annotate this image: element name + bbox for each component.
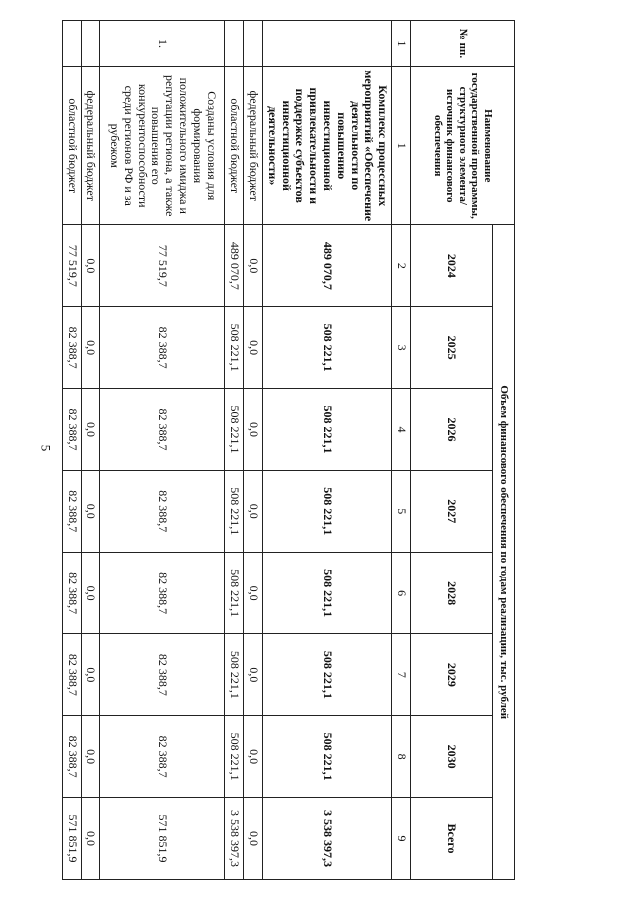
row-name: областной бюджет (62, 67, 81, 225)
row-value: 82 388,7 (62, 389, 81, 471)
row-value: 508 221,1 (263, 634, 392, 716)
row-value: 82 388,7 (100, 716, 225, 798)
row-name: федеральный бюджет (244, 67, 263, 225)
row-value: 0,0 (244, 470, 263, 552)
row-value: 508 221,1 (225, 389, 244, 471)
row-value: 0,0 (81, 225, 100, 307)
rotated-page (65, 20, 515, 880)
row-value: 0,0 (244, 716, 263, 798)
header-group-title: Объем финансового обеспечения по годам реализации, тыс. рублей (493, 225, 515, 880)
header-year: 2027 (411, 470, 493, 552)
row-value: 508 221,1 (225, 634, 244, 716)
table-row (81, 21, 100, 880)
table-row (100, 21, 225, 880)
col-number: 1 (392, 21, 411, 67)
col-number: 6 (392, 552, 411, 634)
header-year: 2024 (411, 225, 493, 307)
row-value: 489 070,7 (263, 225, 392, 307)
col-number: 8 (392, 716, 411, 798)
row-value: 0,0 (81, 716, 100, 798)
row-value: 82 388,7 (62, 716, 81, 798)
header-col-name: Наименование государственной программы, структурного элемента/источник финансового обеспечения (411, 67, 515, 225)
header-col-num: № пп. (411, 21, 515, 67)
table-row (225, 21, 244, 880)
row-value: 508 221,1 (263, 716, 392, 798)
table-row (244, 21, 263, 880)
row-value: 508 221,1 (225, 307, 244, 389)
row-number (62, 21, 81, 67)
row-number (225, 21, 244, 67)
row-value: 0,0 (81, 634, 100, 716)
table-row (62, 21, 81, 880)
col-number: 4 (392, 389, 411, 471)
row-name: Созданы условия для формирования положительного имиджа и репутации региона, а также повышения его конкурентоспособности среди регионов РФ и за рубежом (100, 67, 225, 225)
col-number: 5 (392, 470, 411, 552)
row-number (244, 21, 263, 67)
row-value: 0,0 (244, 307, 263, 389)
row-total: 571 851,9 (62, 798, 81, 880)
row-number (263, 21, 392, 67)
row-number (81, 21, 100, 67)
row-value: 82 388,7 (100, 307, 225, 389)
row-value: 0,0 (81, 307, 100, 389)
header-year: 2025 (411, 307, 493, 389)
row-value: 0,0 (244, 225, 263, 307)
row-value: 82 388,7 (62, 552, 81, 634)
col-number: 3 (392, 307, 411, 389)
col-number: 1 (392, 67, 411, 225)
row-value: 508 221,1 (225, 716, 244, 798)
row-value: 0,0 (81, 470, 100, 552)
row-value: 0,0 (244, 389, 263, 471)
row-value: 508 221,1 (263, 307, 392, 389)
row-total: 3 538 397,3 (225, 798, 244, 880)
col-number: 9 (392, 798, 411, 880)
row-value: 77 519,7 (62, 225, 81, 307)
header-total: Всего (411, 798, 493, 880)
row-total: 3 538 397,3 (263, 798, 392, 880)
row-number: 1. (100, 21, 225, 67)
row-value: 0,0 (244, 552, 263, 634)
row-value: 508 221,1 (263, 470, 392, 552)
page-number: 5 (38, 444, 54, 452)
row-value: 77 519,7 (100, 225, 225, 307)
header-year: 2028 (411, 552, 493, 634)
col-number: 7 (392, 634, 411, 716)
row-value: 0,0 (244, 634, 263, 716)
row-value: 508 221,1 (225, 470, 244, 552)
row-total: 571 851,9 (100, 798, 225, 880)
row-value: 82 388,7 (100, 389, 225, 471)
col-number: 2 (392, 225, 411, 307)
row-value: 508 221,1 (263, 389, 392, 471)
row-value: 82 388,7 (62, 470, 81, 552)
row-value: 508 221,1 (263, 552, 392, 634)
row-value: 82 388,7 (100, 552, 225, 634)
row-total: 0,0 (244, 798, 263, 880)
header-year: 2030 (411, 716, 493, 798)
column-number-row (392, 21, 411, 880)
row-value: 508 221,1 (225, 552, 244, 634)
header-year: 2026 (411, 389, 493, 471)
row-value: 0,0 (81, 389, 100, 471)
row-name: областной бюджет (225, 67, 244, 225)
row-value: 0,0 (81, 552, 100, 634)
row-value: 82 388,7 (100, 470, 225, 552)
budget-table (62, 20, 515, 880)
row-value: 489 070,7 (225, 225, 244, 307)
header-year: 2029 (411, 634, 493, 716)
table-row (263, 21, 392, 880)
row-name: федеральный бюджет (81, 67, 100, 225)
row-value: 82 388,7 (62, 634, 81, 716)
row-name: Комплекс процессных мероприятий «Обеспечение деятельности по повышению инвестиционной привлекательности и поддержке субъектов инвестиционной деятельности» (263, 67, 392, 225)
row-total: 0,0 (81, 798, 100, 880)
row-value: 82 388,7 (62, 307, 81, 389)
row-value: 82 388,7 (100, 634, 225, 716)
